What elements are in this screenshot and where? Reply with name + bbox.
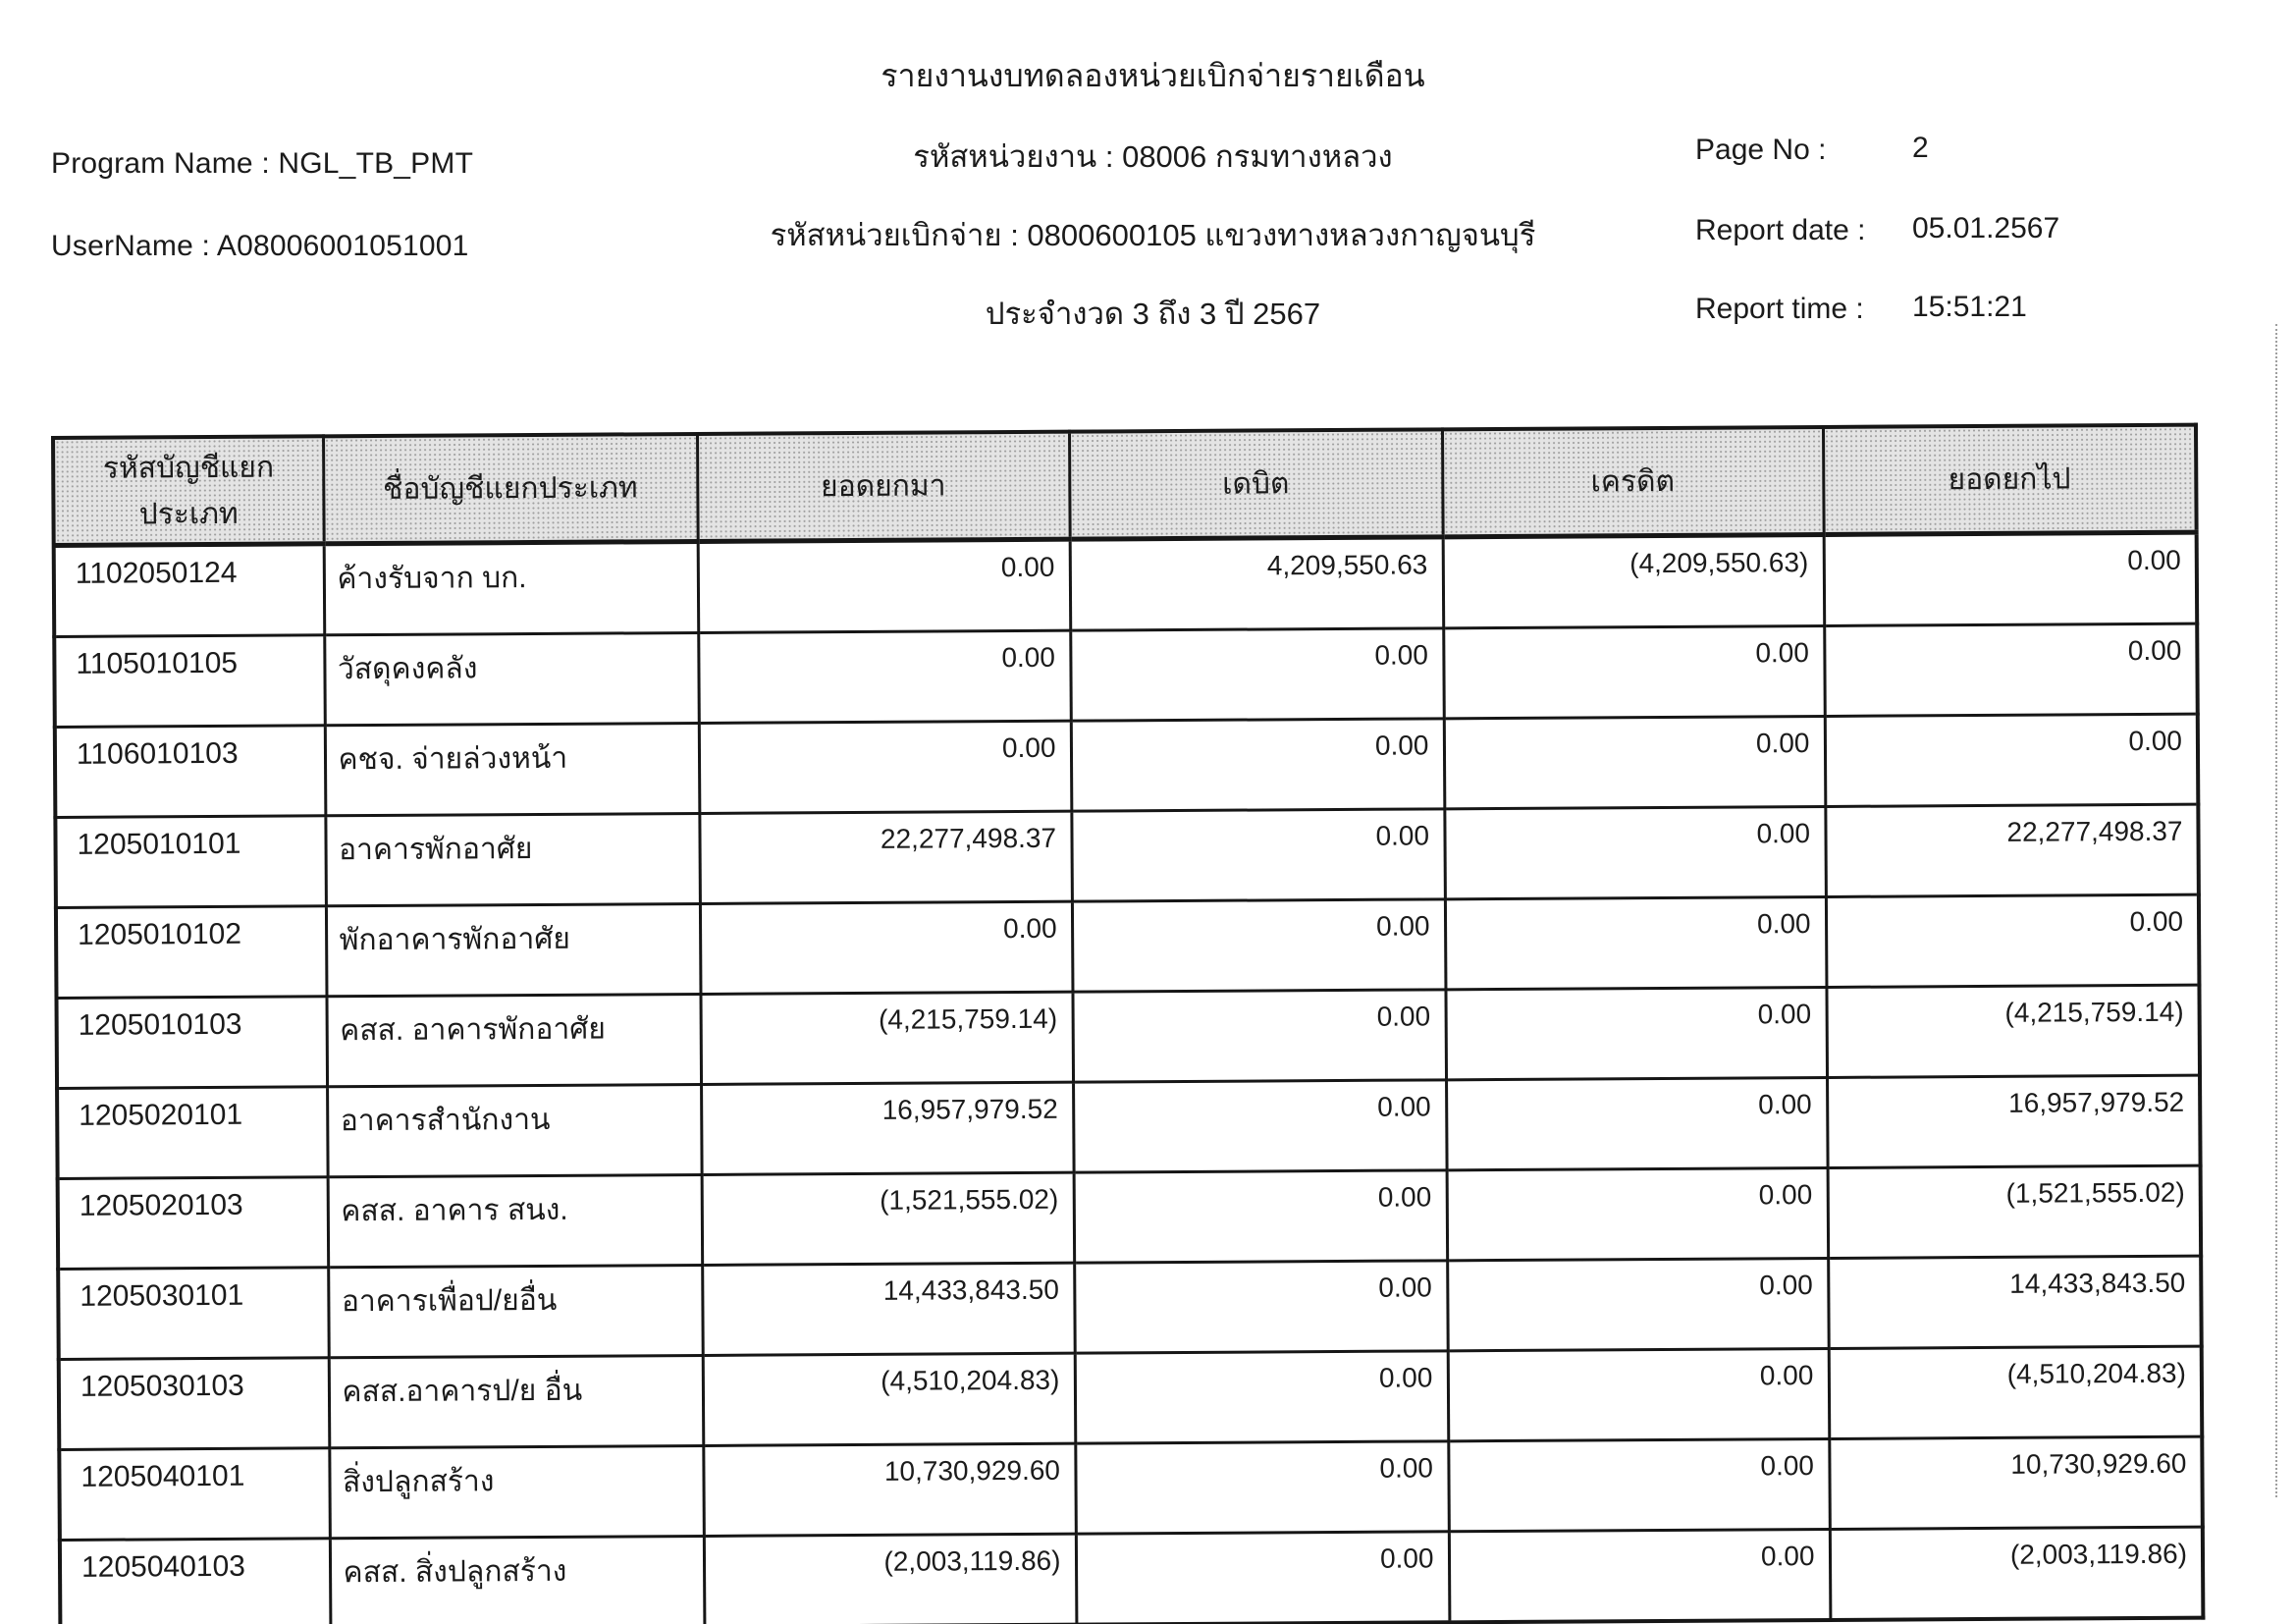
disbursement-unit-line: รหัสหน่วยเบิกจ่าย : 0800600105 แขวงทางหลวงกาญจนบุรี <box>770 218 1536 252</box>
ending-balance-cell: 0.00 <box>1824 623 2198 716</box>
report-date-value: 05.01.2567 <box>1912 212 2060 244</box>
account-code-cell: 1205020101 <box>57 1087 328 1179</box>
table-row <box>54 532 2198 636</box>
debit-cell: 0.00 <box>1071 719 1445 811</box>
ending-balance-cell: 0.00 <box>1826 894 2200 987</box>
credit-cell: 0.00 <box>1445 987 1827 1079</box>
beginning-balance-cell: (4,510,204.83) <box>703 1353 1076 1445</box>
trial-balance-table <box>51 423 2205 1624</box>
column-header-account-code: รหัสบัญชีแยกประเภท <box>53 436 324 545</box>
account-code-cell: 1205010103 <box>56 997 327 1089</box>
beginning-balance-cell: 0.00 <box>698 630 1071 723</box>
ending-balance-cell: 0.00 <box>1825 714 2199 806</box>
account-name-cell: วัสดุคงคลัง <box>324 632 699 725</box>
credit-cell: (4,209,550.63) <box>1443 534 1825 627</box>
credit-cell: 0.00 <box>1443 625 1825 718</box>
beginning-balance-cell: 10,730,929.60 <box>703 1443 1076 1536</box>
account-name-cell: สิ่งปลูกสร้าง <box>329 1445 704 1538</box>
debit-cell: 0.00 <box>1073 1080 1447 1172</box>
account-code-cell: 1102050124 <box>54 544 325 637</box>
ending-balance-cell: 16,957,979.52 <box>1827 1075 2201 1167</box>
table-row <box>55 714 2199 817</box>
scan-artifact-dotted-line <box>2275 324 2277 1497</box>
beginning-balance-cell: 14,433,843.50 <box>702 1263 1075 1355</box>
beginning-balance-cell: 16,957,979.52 <box>701 1082 1074 1174</box>
beginning-balance-cell: 0.00 <box>698 539 1071 632</box>
table-row <box>59 1436 2203 1540</box>
credit-cell: 0.00 <box>1444 716 1826 808</box>
ending-balance-cell: 0.00 <box>1824 532 2198 625</box>
beginning-balance-cell: (1,521,555.02) <box>702 1172 1075 1265</box>
column-header-ending-balance: ยอดยกไป <box>1823 425 2197 535</box>
beginning-balance-cell: (4,215,759.14) <box>700 992 1073 1084</box>
account-name-cell: คสส. อาคาร สนง. <box>328 1174 703 1267</box>
table-row <box>58 1256 2202 1359</box>
ending-balance-cell: 22,277,498.37 <box>1825 804 2199 896</box>
debit-cell: 0.00 <box>1075 1441 1449 1534</box>
ending-balance-cell: (4,215,759.14) <box>1826 985 2200 1077</box>
account-code-cell: 1205020103 <box>58 1177 329 1270</box>
ending-balance-cell: (1,521,555.02) <box>1828 1165 2202 1258</box>
page-no-label: Page No : <box>1695 134 1827 166</box>
table-row <box>54 623 2198 727</box>
table-body <box>54 532 2204 1624</box>
account-name-cell: ค้างรับจาก บก. <box>324 541 699 634</box>
program-name-line: Program Name : NGL_TB_PMT <box>51 147 474 180</box>
trial-balance-table-wrap <box>51 423 2201 1624</box>
ending-balance-cell: (4,510,204.83) <box>1829 1346 2203 1438</box>
ending-balance-cell: 10,730,929.60 <box>1829 1436 2203 1529</box>
credit-cell: 0.00 <box>1444 806 1826 898</box>
agency-code-line: รหัสหน่วยงาน : 08006 กรมทางหลวง <box>913 139 1393 174</box>
beginning-balance-cell: 0.00 <box>700 901 1073 994</box>
account-name-cell: อาคารเพื่อป/ยอื่น <box>328 1265 703 1357</box>
username-line: UserName : A08006001051001 <box>51 230 469 262</box>
account-name-cell: อาคารพักอาศัย <box>325 813 700 905</box>
account-code-cell: 1105010105 <box>54 635 325 728</box>
debit-cell: 4,209,550.63 <box>1070 537 1444 630</box>
table-header-row <box>53 425 2197 546</box>
debit-cell: 0.00 <box>1070 628 1444 721</box>
table-row <box>56 985 2200 1088</box>
account-code-cell: 1106010103 <box>55 726 326 818</box>
account-name-cell: อาคารสำนักงาน <box>327 1084 702 1176</box>
debit-cell: 0.00 <box>1071 809 1445 901</box>
report-time-value: 15:51:21 <box>1912 291 2027 323</box>
account-code-cell: 1205030103 <box>59 1358 330 1450</box>
debit-cell: 0.00 <box>1072 990 1446 1082</box>
period-line: ประจำงวด 3 ถึง 3 ปี 2567 <box>985 297 1321 331</box>
account-code-cell: 1205030101 <box>58 1268 329 1360</box>
account-code-cell: 1205040103 <box>60 1539 331 1624</box>
account-code-cell: 1205010101 <box>55 816 326 908</box>
account-name-cell: พักอาคารพักอาศัย <box>326 903 701 996</box>
beginning-balance-cell: 22,277,498.37 <box>699 811 1072 903</box>
report-title: รายงานงบทดลองหน่วยเบิกจ่ายรายเดือน <box>881 58 1425 93</box>
beginning-balance-cell: (2,003,119.86) <box>704 1534 1077 1624</box>
report-time-label: Report time : <box>1695 293 1864 325</box>
credit-cell: 0.00 <box>1448 1438 1830 1531</box>
credit-cell: 0.00 <box>1445 896 1827 989</box>
debit-cell: 0.00 <box>1074 1261 1448 1353</box>
debit-cell: 0.00 <box>1076 1532 1450 1624</box>
column-header-account-name: ชื่อบัญชีแยกประเภท <box>323 434 698 544</box>
table-row <box>56 894 2200 998</box>
table-row <box>60 1527 2204 1624</box>
account-name-cell: คสส.อาคารป/ย อื่น <box>329 1355 704 1447</box>
credit-cell: 0.00 <box>1447 1258 1829 1350</box>
credit-cell: 0.00 <box>1447 1167 1829 1260</box>
account-code-cell: 1205040101 <box>59 1448 330 1541</box>
credit-cell: 0.00 <box>1449 1529 1831 1622</box>
account-name-cell: คสส. สิ่งปลูกสร้าง <box>330 1536 705 1624</box>
debit-cell: 0.00 <box>1075 1351 1449 1443</box>
table-row <box>58 1165 2202 1269</box>
report-date-label: Report date : <box>1695 214 1866 246</box>
table-row <box>57 1075 2201 1178</box>
column-header-credit: เครดิต <box>1442 427 1824 537</box>
credit-cell: 0.00 <box>1448 1348 1830 1440</box>
credit-cell: 0.00 <box>1446 1077 1828 1169</box>
column-header-debit: เดบิต <box>1069 429 1443 539</box>
ending-balance-cell: (2,003,119.86) <box>1830 1527 2204 1620</box>
account-name-cell: คสส. อาคารพักอาศัย <box>326 994 701 1086</box>
table-row <box>55 804 2199 907</box>
account-code-cell: 1205010102 <box>56 906 327 999</box>
account-name-cell: คชจ. จ่ายล่วงหน้า <box>325 723 700 815</box>
ending-balance-cell: 14,433,843.50 <box>1828 1256 2202 1348</box>
page-no-value: 2 <box>1912 132 1929 164</box>
column-header-beginning-balance: ยอดยกมา <box>697 432 1070 542</box>
beginning-balance-cell: 0.00 <box>699 721 1072 813</box>
debit-cell: 0.00 <box>1074 1170 1448 1263</box>
table-row <box>59 1346 2203 1449</box>
debit-cell: 0.00 <box>1072 899 1446 992</box>
